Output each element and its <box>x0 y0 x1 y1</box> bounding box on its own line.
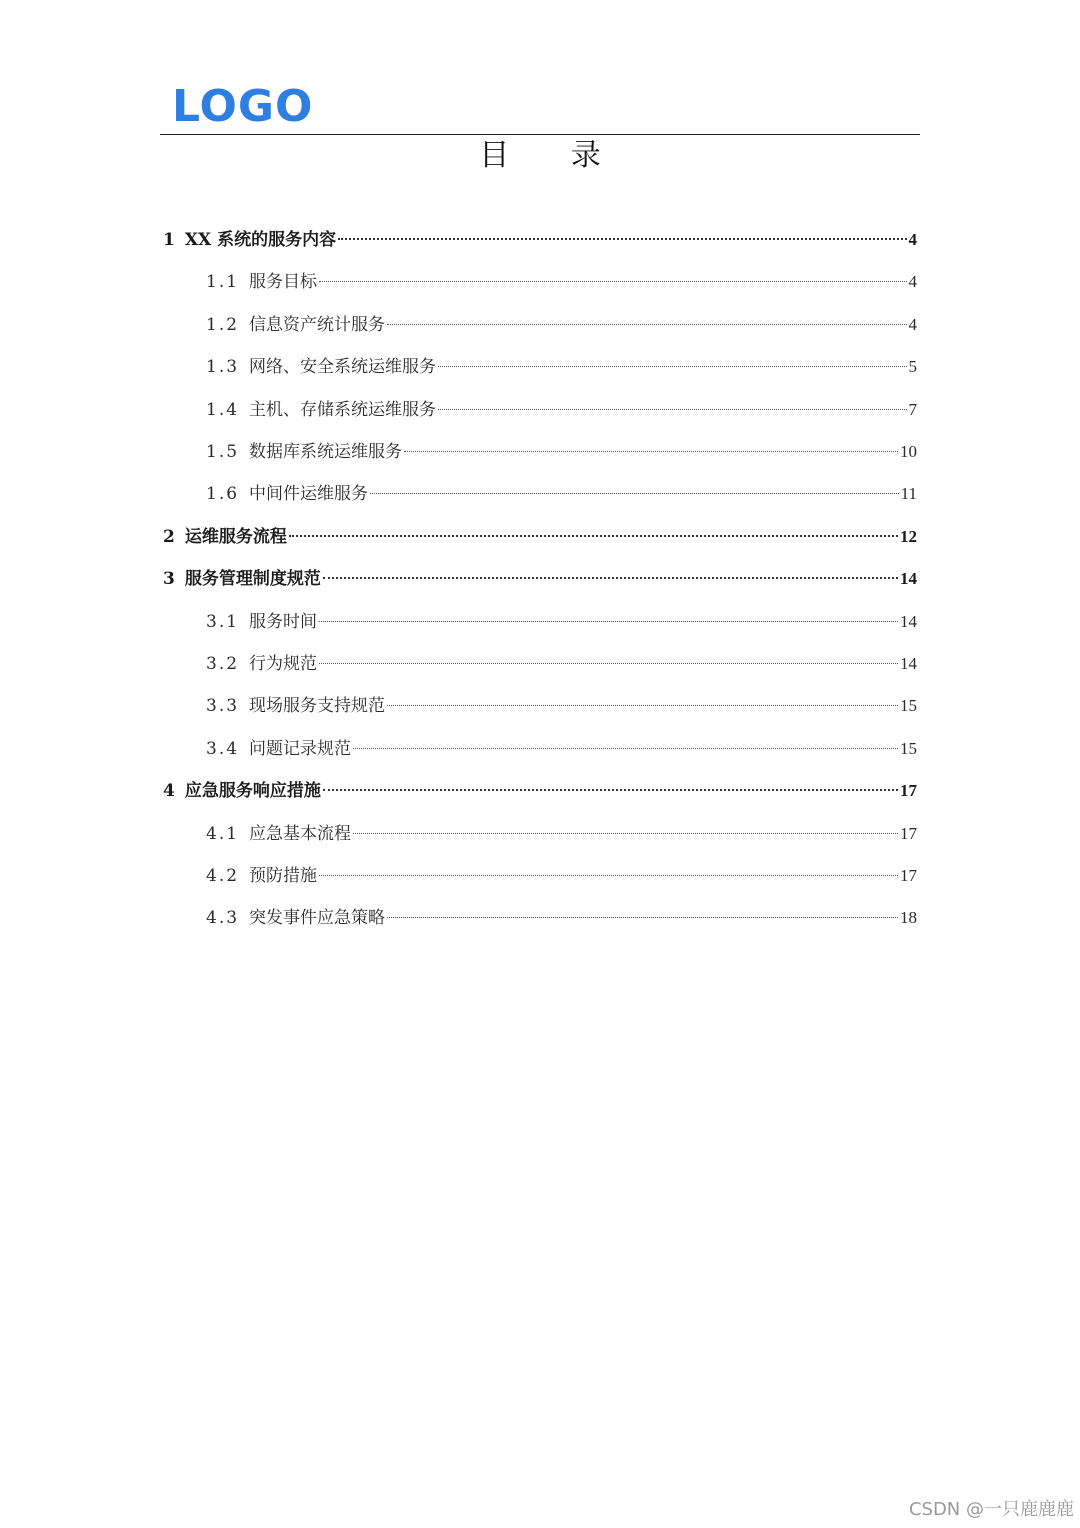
toc-entry-page-number: 14 <box>900 569 917 588</box>
toc-entry[interactable] <box>206 312 917 338</box>
toc-dot-leader <box>353 833 898 834</box>
toc-entry-page-number: 12 <box>900 527 917 546</box>
toc-dot-leader <box>438 409 906 410</box>
toc-entry[interactable] <box>206 905 917 931</box>
toc-entry-number: 1.3 <box>206 357 240 377</box>
toc-entry[interactable] <box>206 609 917 635</box>
toc-dot-leader <box>289 535 898 537</box>
toc-entry-number: 3.1 <box>206 612 240 632</box>
toc-entry-number: 1.1 <box>206 272 240 292</box>
toc-entry-number: 3.2 <box>206 654 240 674</box>
toc-entry-page-number: 4 <box>908 272 917 291</box>
toc-entry-number: 1.6 <box>206 484 240 504</box>
toc-entry-label: 网络、安全系统运维服务 <box>249 357 437 377</box>
toc-entry[interactable] <box>206 693 917 719</box>
toc-entry-label: 运维服务流程 <box>184 527 287 547</box>
toc-entry-number: 1.2 <box>206 315 240 335</box>
toc-entry-page-number: 17 <box>900 781 917 800</box>
toc-entry-page-number: 14 <box>900 612 917 631</box>
toc-entry[interactable] <box>206 736 917 762</box>
toc-entry[interactable] <box>206 863 917 889</box>
toc-entry[interactable] <box>163 227 917 253</box>
toc-entry-label: 应急基本流程 <box>249 824 352 844</box>
toc-dot-leader <box>353 748 898 749</box>
toc-entry-label: 服务时间 <box>249 612 318 632</box>
toc-entry-page-number: 5 <box>908 357 917 376</box>
toc-entry[interactable] <box>163 524 917 550</box>
toc-entry-label: 服务管理制度规范 <box>184 569 321 589</box>
toc-entry-number: 1.5 <box>206 442 240 462</box>
toc-entry-number: 4.1 <box>206 824 240 844</box>
watermark: CSDN @一只鹿鹿鹿 <box>908 1499 1074 1520</box>
toc-dot-leader <box>387 324 906 325</box>
toc-entry-number: 4 <box>163 781 175 801</box>
toc-dot-leader <box>404 451 898 452</box>
toc-entry-label: 主机、存储系统运维服务 <box>249 400 437 420</box>
toc-entry-page-number: 18 <box>900 908 917 927</box>
toc-entry-page-number: 17 <box>900 824 917 843</box>
toc-dot-leader <box>387 917 898 918</box>
toc-dot-leader <box>319 663 898 664</box>
logo: LOGO <box>172 81 314 132</box>
toc-entry-label: 预防措施 <box>249 866 318 886</box>
toc-entry-number: 3.4 <box>206 739 240 759</box>
toc-entry-number: 1.4 <box>206 400 240 420</box>
toc-entry[interactable] <box>206 651 917 677</box>
toc-entry-page-number: 17 <box>900 866 917 885</box>
toc-entry[interactable] <box>206 354 917 380</box>
toc-dot-leader <box>319 875 898 876</box>
toc-dot-leader <box>438 366 906 367</box>
toc-entry-page-number: 15 <box>900 739 917 758</box>
toc-entry-number: 4.3 <box>206 908 240 928</box>
toc-entry-label: 信息资产统计服务 <box>249 315 386 335</box>
toc-entry-number: 3.3 <box>206 696 240 716</box>
toc-dot-leader <box>323 577 898 579</box>
toc-entry[interactable] <box>206 397 917 423</box>
toc-entry-number: 3 <box>163 569 175 589</box>
toc-entry-label: 问题记录规范 <box>249 739 352 759</box>
toc-entry-page-number: 7 <box>908 400 917 419</box>
toc-entry-label: XX 系统的服务内容 <box>184 230 337 250</box>
toc-entry-label: 数据库系统运维服务 <box>249 442 403 462</box>
toc-entry[interactable] <box>206 439 917 465</box>
toc-entry[interactable] <box>206 821 917 847</box>
toc-entry-label: 应急服务响应措施 <box>184 781 321 801</box>
toc-entry-label: 中间件运维服务 <box>249 484 369 504</box>
toc-dot-leader <box>387 705 898 706</box>
toc-entry-label: 突发事件应急策略 <box>249 908 386 928</box>
toc-entry-page-number: 11 <box>900 484 917 503</box>
toc-entry-number: 4.2 <box>206 866 240 886</box>
toc-entry[interactable] <box>163 566 917 592</box>
toc-entry-label: 行为规范 <box>249 654 318 674</box>
toc-entry[interactable] <box>206 481 917 507</box>
toc-entry-page-number: 14 <box>900 654 917 673</box>
toc-dot-leader <box>338 238 906 240</box>
toc-entry[interactable] <box>206 269 917 295</box>
toc-entry-number: 2 <box>163 527 175 547</box>
toc-entry-number: 1 <box>163 230 175 250</box>
toc-entry-label: 服务目标 <box>249 272 318 292</box>
toc-entry-page-number: 4 <box>908 230 917 249</box>
toc-dot-leader <box>319 621 898 622</box>
toc-dot-leader <box>319 281 906 282</box>
toc-entry-label: 现场服务支持规范 <box>249 696 386 716</box>
toc-dot-leader <box>323 789 898 791</box>
toc-entry-page-number: 15 <box>900 696 917 715</box>
page-title: 目 录 <box>479 138 627 173</box>
toc-entry-page-number: 10 <box>900 442 917 461</box>
toc-entry-page-number: 4 <box>908 315 917 334</box>
toc-entry[interactable] <box>163 778 917 804</box>
toc-dot-leader <box>370 493 899 494</box>
